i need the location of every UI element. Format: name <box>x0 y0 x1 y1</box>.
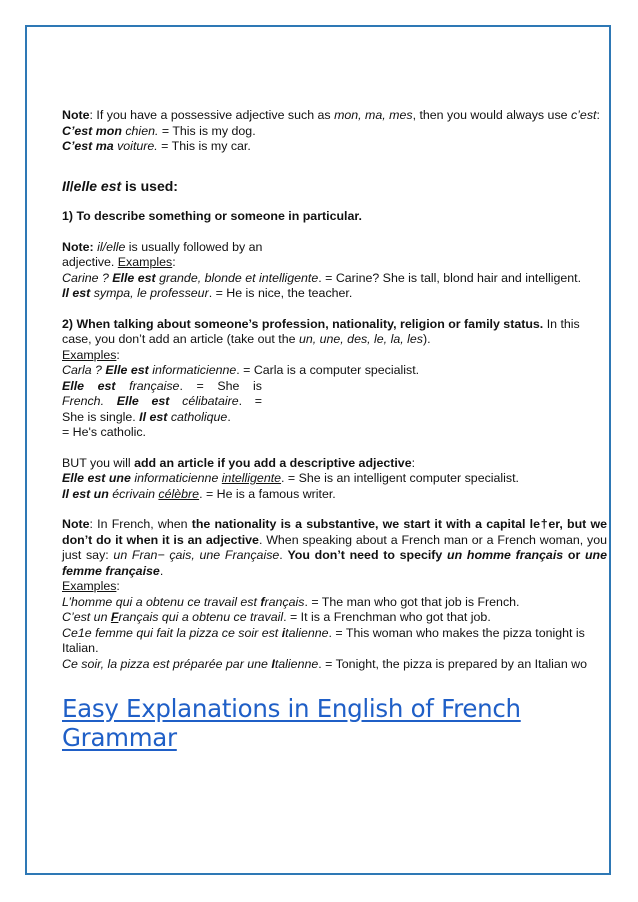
subsection-title-2: 2) When talking about someone’s profession, nationality, religion or family status. In this case, you don’t add an article (take out the un, une, des, le, la, les). <box>62 316 580 346</box>
subsection-title-1: 1) To describe something or someone in particular. <box>62 209 362 223</box>
example-line: Il est un écrivain célèbre. = He is a famous writer. <box>62 486 336 501</box>
example-line: C’est un Français qui a obtenu ce travail. = It is a Frenchman who got that job. <box>62 610 491 624</box>
grammar-site-link[interactable]: Easy Explanations in English of French Grammar <box>62 694 521 752</box>
note-il-elle-cont: adjective. Examples: <box>62 255 176 269</box>
example-line: Ce soir, la pizza est préparée par une Italienne. = Tonight, the pizza is prepared by an Italian wo <box>62 656 587 671</box>
example-line: L’homme qui a obtenu ce travail est français. = The man who got that job is French. <box>62 594 520 609</box>
section-heading: Il/elle est is used: <box>62 177 178 194</box>
example-line: Elle est une informaticienne intelligente. = She is an intelligent computer specialist. <box>62 471 520 485</box>
example-line: French. Elle est célibataire. = <box>62 394 263 408</box>
but-rule: BUT you will add an article if you add a descriptive adjective: <box>62 455 416 470</box>
note-possessive: Note: If you have a possessive adjective such as mon, ma, mes, then you would always use c’est: <box>62 108 600 122</box>
example-line: Ce1e femme qui fait la pizza ce soir est italienne. = This woman who makes the pizza tonight is Italian. <box>62 625 585 655</box>
document-body <box>62 108 607 672</box>
example-line: C’est mon chien. = This is my dog. <box>62 123 256 138</box>
example-line: She is single. Il est catholique. <box>62 409 231 424</box>
example-line: = He's catholic. <box>62 425 146 439</box>
example-line: Il est sympa, le professeur. = He is nice, the teacher. <box>62 286 353 300</box>
example-line: Carla ? Elle est informaticienne. = Carla is a computer specialist. <box>62 363 420 377</box>
note-nationality: Note: In French, when the nationality is a substantive, we start it with a capital le†er, but we don’t do it when it is an adjective. When speaking about a French man or a French woman, you just say: un Fran− çais, une Française. You don’t need to specify un homme français or une femme française. <box>62 517 607 578</box>
example-line: Carine ? Elle est grande, blonde et intelligente. = Carine? She is tall, blond hair and intelligent. <box>62 270 582 285</box>
narrow-example-block <box>62 379 262 441</box>
note-il-elle: Note: il/elle is usually followed by an <box>62 239 263 254</box>
examples-label: Examples: <box>62 347 120 362</box>
example-line: Elle est française. = She is <box>62 378 262 393</box>
examples-label: Examples: <box>62 579 120 593</box>
example-line: C’est ma voiture. = This is my car. <box>62 139 251 153</box>
